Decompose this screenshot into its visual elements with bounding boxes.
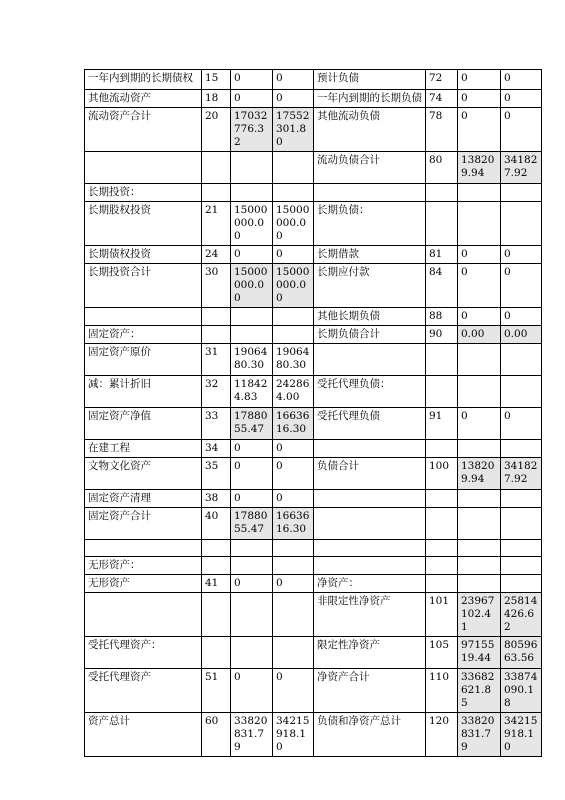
- table-cell: [458, 540, 501, 557]
- table-cell: [501, 557, 542, 575]
- table-cell: [426, 184, 458, 202]
- table-row: [85, 637, 542, 669]
- table-cell: 84: [426, 264, 458, 308]
- table-cell: 9715519.44: [458, 637, 501, 669]
- table-cell: [85, 593, 202, 637]
- table-cell: 242864.00: [273, 376, 314, 408]
- table-cell: [501, 376, 542, 408]
- table-cell: 35: [202, 458, 231, 490]
- table-cell: 33874090.18: [501, 669, 542, 713]
- table-cell: 33820831.79: [231, 713, 273, 757]
- balance-sheet-body: [85, 70, 542, 757]
- table-cell: 40: [202, 508, 231, 540]
- table-cell: [85, 540, 202, 557]
- table-row: [85, 70, 542, 90]
- table-cell: 15000000.00: [273, 202, 314, 246]
- table-cell: 长期投资：: [85, 184, 202, 202]
- table-cell: [273, 593, 314, 637]
- table-cell: 非限定性净资产: [314, 593, 426, 637]
- table-row: [85, 264, 542, 308]
- table-row: [85, 152, 542, 184]
- table-cell: [501, 508, 542, 540]
- table-cell: 0: [501, 408, 542, 440]
- table-cell: 0: [273, 246, 314, 264]
- table-cell: [458, 202, 501, 246]
- table-cell: 0: [458, 90, 501, 108]
- table-cell: [426, 508, 458, 540]
- table-cell: 110: [426, 669, 458, 713]
- table-cell: [458, 344, 501, 376]
- table-cell: [314, 508, 426, 540]
- table-cell: [85, 152, 202, 184]
- table-cell: 1906480.30: [231, 344, 273, 376]
- table-cell: 其他长期负债: [314, 308, 426, 326]
- table-cell: 72: [426, 70, 458, 90]
- table-cell: 18: [202, 90, 231, 108]
- table-cell: [501, 440, 542, 458]
- table-cell: 一年内到期的长期债权: [85, 70, 202, 90]
- table-cell: 净资产：: [314, 575, 426, 593]
- balance-sheet-table: [84, 69, 542, 757]
- table-cell: [458, 184, 501, 202]
- table-cell: [231, 557, 273, 575]
- table-cell: 在建工程: [85, 440, 202, 458]
- table-row: [85, 376, 542, 408]
- table-row: [85, 326, 542, 344]
- table-row: [85, 184, 542, 202]
- table-cell: 受托代理负债：: [314, 376, 426, 408]
- table-cell: 80: [426, 152, 458, 184]
- table-cell: [202, 152, 231, 184]
- table-cell: [202, 326, 231, 344]
- table-cell: 88: [426, 308, 458, 326]
- table-cell: 23967102.41: [458, 593, 501, 637]
- table-row: [85, 408, 542, 440]
- table-cell: 31: [202, 344, 231, 376]
- table-cell: 0: [273, 90, 314, 108]
- table-cell: [501, 184, 542, 202]
- table-cell: [501, 344, 542, 376]
- table-cell: 长期应付款: [314, 264, 426, 308]
- table-cell: 17552301.80: [273, 108, 314, 152]
- table-cell: 0: [501, 264, 542, 308]
- table-cell: 固定资产：: [85, 326, 202, 344]
- table-cell: 流动负债合计: [314, 152, 426, 184]
- table-cell: 0: [231, 70, 273, 90]
- table-cell: 100: [426, 458, 458, 490]
- table-cell: [273, 557, 314, 575]
- table-cell: [231, 540, 273, 557]
- table-cell: [314, 490, 426, 508]
- table-row: [85, 246, 542, 264]
- table-cell: 74: [426, 90, 458, 108]
- table-cell: 0.00: [458, 326, 501, 344]
- table-row: [85, 593, 542, 637]
- table-cell: [231, 326, 273, 344]
- table-cell: 长期债权投资: [85, 246, 202, 264]
- table-cell: [501, 540, 542, 557]
- table-cell: [426, 344, 458, 376]
- table-cell: 1663616.30: [273, 508, 314, 540]
- table-cell: [426, 557, 458, 575]
- table-cell: 51: [202, 669, 231, 713]
- table-cell: 15000000.00: [231, 264, 273, 308]
- table-cell: 受托代理资产：: [85, 637, 202, 669]
- table-cell: [426, 490, 458, 508]
- table-cell: [458, 508, 501, 540]
- table-cell: [273, 326, 314, 344]
- table-cell: 33: [202, 408, 231, 440]
- table-row: [85, 490, 542, 508]
- table-cell: [314, 540, 426, 557]
- table-cell: [202, 637, 231, 669]
- table-cell: 0: [273, 440, 314, 458]
- table-cell: [273, 540, 314, 557]
- table-cell: 0: [458, 264, 501, 308]
- table-cell: 120: [426, 713, 458, 757]
- table-cell: [273, 152, 314, 184]
- table-cell: 一年内到期的长期负债: [314, 90, 426, 108]
- table-cell: [458, 575, 501, 593]
- table-cell: 0: [501, 108, 542, 152]
- table-cell: [501, 202, 542, 246]
- table-cell: 受托代理负债: [314, 408, 426, 440]
- table-cell: [202, 540, 231, 557]
- table-row: [85, 108, 542, 152]
- table-cell: [202, 308, 231, 326]
- table-cell: [273, 637, 314, 669]
- table-row: [85, 344, 542, 376]
- table-cell: 0: [231, 575, 273, 593]
- table-cell: [426, 376, 458, 408]
- table-cell: 0: [231, 490, 273, 508]
- table-row: [85, 440, 542, 458]
- table-cell: [273, 308, 314, 326]
- table-cell: 净资产合计: [314, 669, 426, 713]
- table-cell: 资产总计: [85, 713, 202, 757]
- table-cell: [202, 184, 231, 202]
- table-row: [85, 575, 542, 593]
- table-cell: 其他流动负债: [314, 108, 426, 152]
- table-row: [85, 308, 542, 326]
- table-cell: 101: [426, 593, 458, 637]
- table-cell: [426, 202, 458, 246]
- table-cell: 33682621.85: [458, 669, 501, 713]
- table-cell: 固定资产合计: [85, 508, 202, 540]
- table-cell: [231, 637, 273, 669]
- table-cell: [458, 376, 501, 408]
- table-cell: [458, 440, 501, 458]
- table-cell: 0: [501, 70, 542, 90]
- table-cell: 长期投资合计: [85, 264, 202, 308]
- table-cell: [273, 184, 314, 202]
- table-cell: 34: [202, 440, 231, 458]
- table-row: [85, 202, 542, 246]
- table-cell: [458, 490, 501, 508]
- table-cell: 105: [426, 637, 458, 669]
- table-cell: 0: [273, 575, 314, 593]
- table-cell: [314, 184, 426, 202]
- table-cell: [426, 440, 458, 458]
- table-cell: 负债和净资产总计: [314, 713, 426, 757]
- table-cell: [231, 184, 273, 202]
- table-cell: 0: [501, 90, 542, 108]
- table-cell: 0: [458, 408, 501, 440]
- table-cell: 17032776.32: [231, 108, 273, 152]
- table-cell: 91: [426, 408, 458, 440]
- table-cell: 0: [458, 70, 501, 90]
- table-cell: 0: [231, 669, 273, 713]
- table-cell: 0: [458, 108, 501, 152]
- table-cell: 138209.94: [458, 458, 501, 490]
- table-cell: 32: [202, 376, 231, 408]
- table-cell: 38: [202, 490, 231, 508]
- table-cell: 0: [273, 70, 314, 90]
- table-cell: [202, 557, 231, 575]
- table-row: [85, 669, 542, 713]
- table-cell: [458, 557, 501, 575]
- table-cell: 1906480.30: [273, 344, 314, 376]
- table-cell: [85, 308, 202, 326]
- table-cell: 预计负债: [314, 70, 426, 90]
- table-cell: 长期借款: [314, 246, 426, 264]
- table-cell: 90: [426, 326, 458, 344]
- table-cell: 24: [202, 246, 231, 264]
- table-cell: 81: [426, 246, 458, 264]
- table-row: [85, 508, 542, 540]
- table-cell: 33820831.79: [458, 713, 501, 757]
- table-cell: 25814426.62: [501, 593, 542, 637]
- table-cell: 0: [501, 246, 542, 264]
- table-cell: [231, 593, 273, 637]
- table-cell: 长期负债：: [314, 202, 426, 246]
- table-cell: 0: [231, 90, 273, 108]
- table-cell: 其他流动资产: [85, 90, 202, 108]
- table-cell: 0: [231, 246, 273, 264]
- table-cell: [501, 575, 542, 593]
- table-cell: 减：累计折旧: [85, 376, 202, 408]
- table-cell: 118424.83: [231, 376, 273, 408]
- table-row: [85, 540, 542, 557]
- table-cell: 限定性净资产: [314, 637, 426, 669]
- table-cell: 负债合计: [314, 458, 426, 490]
- table-cell: [314, 440, 426, 458]
- table-cell: 20: [202, 108, 231, 152]
- table-row: [85, 713, 542, 757]
- table-cell: [314, 557, 426, 575]
- table-cell: 长期负债合计: [314, 326, 426, 344]
- table-cell: [231, 152, 273, 184]
- table-cell: 0: [273, 490, 314, 508]
- table-cell: 固定资产原价: [85, 344, 202, 376]
- table-cell: 长期股权投资: [85, 202, 202, 246]
- table-cell: 受托代理资产: [85, 669, 202, 713]
- table-cell: [426, 540, 458, 557]
- table-cell: 8059663.56: [501, 637, 542, 669]
- table-cell: 0: [273, 458, 314, 490]
- table-cell: 34215918.10: [273, 713, 314, 757]
- table-cell: 固定资产净值: [85, 408, 202, 440]
- table-cell: [314, 344, 426, 376]
- table-cell: 0: [458, 308, 501, 326]
- table-cell: 0: [273, 669, 314, 713]
- table-cell: 30: [202, 264, 231, 308]
- table-cell: 0: [231, 440, 273, 458]
- table-cell: 138209.94: [458, 152, 501, 184]
- table-row: [85, 557, 542, 575]
- table-cell: 0.00: [501, 326, 542, 344]
- table-row: [85, 90, 542, 108]
- table-cell: 21: [202, 202, 231, 246]
- table-cell: [231, 308, 273, 326]
- table-cell: 34215918.10: [501, 713, 542, 757]
- table-cell: 无形资产：: [85, 557, 202, 575]
- table-cell: 1788055.47: [231, 408, 273, 440]
- table-cell: 15000000.00: [273, 264, 314, 308]
- table-cell: 1663616.30: [273, 408, 314, 440]
- table-cell: 0: [458, 246, 501, 264]
- table-cell: 78: [426, 108, 458, 152]
- table-cell: [426, 575, 458, 593]
- table-cell: 0: [501, 308, 542, 326]
- table-cell: 60: [202, 713, 231, 757]
- table-cell: 固定资产清理: [85, 490, 202, 508]
- table-cell: [501, 490, 542, 508]
- table-cell: 0: [231, 458, 273, 490]
- table-cell: 41: [202, 575, 231, 593]
- table-cell: 15: [202, 70, 231, 90]
- table-cell: [202, 593, 231, 637]
- table-cell: 无形资产: [85, 575, 202, 593]
- table-row: [85, 458, 542, 490]
- table-cell: 文物文化资产: [85, 458, 202, 490]
- table-cell: 1788055.47: [231, 508, 273, 540]
- table-cell: 流动资产合计: [85, 108, 202, 152]
- table-cell: 341827.92: [501, 152, 542, 184]
- table-cell: 15000000.00: [231, 202, 273, 246]
- table-cell: 341827.92: [501, 458, 542, 490]
